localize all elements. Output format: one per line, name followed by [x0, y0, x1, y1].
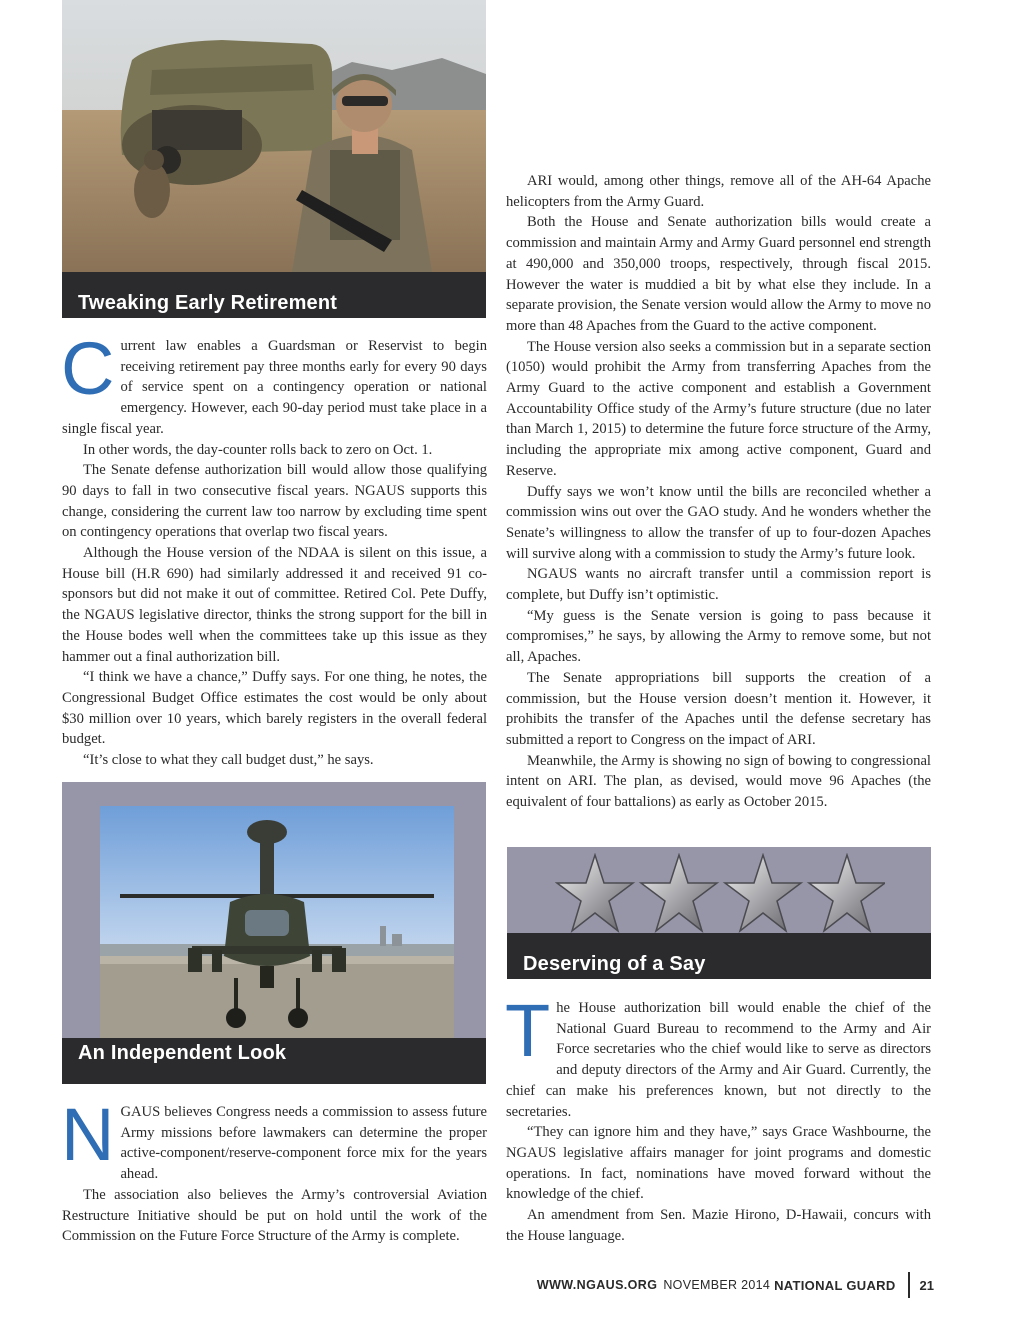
continued-paragraph: Duffy says we won’t know until the bills are reconciled whether a commission wins out over the GAO study. And he wonders whether the Senate’s willingness to allow the transfer of up to four-dozen Apaches will survive along with a commission to study the Army’s future look.	[506, 483, 931, 562]
independent-heading-text: An Independent Look	[78, 1042, 287, 1064]
star-icon	[557, 855, 633, 931]
apache-helicopter-photo	[100, 806, 454, 1038]
continued-paragraph: “My guess is the Senate version is going to pass because it compromises,” he says, by allowing the Army to remove some, but not all, Apaches.	[506, 607, 931, 666]
independent-paragraph: The association also believes the Army’s controversial Aviation Restructure Initiative should be put on hold until the work of the Commission on the Future Force Structure of the Army is complete.	[62, 1186, 487, 1245]
dropcap-t: T	[505, 989, 551, 1072]
tweaking-body	[61, 327, 487, 771]
continued-paragraph: The House version also seeks a commission but in a separate section (1050) would prohibit the Army from transferring Apaches from the Army Guard to the active component and establish a Government Accountability Office study of the Army’s future structure (due no later than March 1, 2015) to determine the future force structure of the Army, including the appropriate mix among active component, Guard and Reserve.	[506, 338, 931, 479]
star-icon	[641, 855, 717, 931]
tweaking-paragraph: “I think we have a chance,” Duffy says. For one thing, he notes, the Congressional Budget Office estimates the cost would be only about $30 million over 10 years, which barely registers in the overall federal budget.	[62, 669, 487, 748]
section-heading-deserving	[507, 933, 931, 979]
star-icon	[809, 855, 885, 931]
section-heading-independent	[62, 1038, 486, 1084]
independent-paragraph: NGAUS believes Congress needs a commission to assess future Army missions before lawmakers can determine the proper active-component/reserve-component force mix for the years ahead.	[61, 1093, 487, 1183]
tweaking-panel	[62, 0, 486, 318]
star-icon	[725, 855, 801, 931]
continued-paragraph: The Senate appropriations bill supports the creation of a commission, but the House version doesn’t mention it. However, it prohibits the transfer of the Apaches until the defense secretary has submitted a report to Congress on the impact of ARI.	[506, 669, 931, 748]
dropcap-c: C	[61, 327, 115, 410]
deserving-panel	[507, 847, 931, 979]
deserving-body	[505, 989, 931, 1246]
section-heading-tweaking	[62, 272, 486, 318]
deserving-heading-text: Deserving of a Say	[523, 953, 706, 975]
independent-panel	[62, 782, 486, 1084]
dropcap-n: N	[61, 1093, 115, 1176]
tweaking-paragraph: “It’s close to what they call budget dust,” he says.	[83, 752, 374, 769]
independent-body	[61, 1093, 487, 1247]
deserving-paragraph: The House authorization bill would enable the chief of the National Guard Bureau to recommend to the Army and Air Force secretaries who the chief would like to serve as directors and deputy directors of the Army and Air Guard. Currently, the chief can make his preferences known, but not directly to the secretaries.	[505, 989, 931, 1120]
footer-issue: NOVEMBER 2014	[663, 1278, 771, 1292]
continued-body	[506, 171, 931, 813]
tweaking-paragraph: Current law enables a Guardsman or Reservist to begin receiving retirement pay three months early for every 90 days of service spent on a contingency operation or national emergency. However, each 90-day period must take place in a single fiscal year.	[61, 327, 487, 437]
continued-paragraph: Meanwhile, the Army is showing no sign of bowing to congressional intent on ARI. The plan, as devised, would move 96 Apaches (the equivalent of four battalions) as early as October 2015.	[506, 752, 931, 811]
page-footer	[537, 1276, 934, 1294]
footer-url: WWW.NGAUS.ORG	[536, 1278, 658, 1292]
tweaking-paragraph: Although the House version of the NDAA is silent on this issue, a House bill (H.R 690) had similarly addressed it and received 91 co-sponsors but did not make it out of committee. Retired Col. Pete Duffy, the NGAUS legislative director, thinks the strong support for the bill in the House bodes well when the committees take up this issue as they hammer out a final authorization bill.	[62, 545, 487, 665]
continued-paragraph: ARI would, among other things, remove all of the AH-64 Apache helicopters from the Army Guard.	[506, 173, 931, 210]
footer-divider	[908, 1272, 910, 1298]
deserving-paragraph: “They can ignore him and they have,” says Grace Washbourne, the NGAUS legislative affairs manager for joint programs and domestic operations. In fact, nominations have moved forward without the knowledge of the chief.	[506, 1124, 931, 1203]
deserving-paragraph: An amendment from Sen. Mazie Hirono, D-Hawaii, concurs with the House language.	[506, 1207, 931, 1244]
tweaking-paragraph: The Senate defense authorization bill would allow those qualifying 90 days to fall in two consecutive fiscal years. NGAUS supports this change, considering the current law too narrow by excluding time spent on contingency operations that overlap two fiscal years.	[62, 462, 487, 541]
tweaking-heading-text: Tweaking Early Retirement	[78, 292, 338, 314]
continued-paragraph: Both the House and Senate authorization bills would create a commission and maintain Army and Army Guard personnel end strength at 490,000 and 350,000 troops, respectively, through fiscal 2015. However the water is muddied a bit by what else they include. In a separate provision, the Senate version would allow the Army to move no more than 48 Apaches from the Guard to the active component.	[506, 214, 931, 334]
footer-magazine: NATIONAL GUARD	[774, 1277, 896, 1293]
continued-paragraph: NGAUS wants no aircraft transfer until a commission report is complete, but Duffy isn’t optimistic.	[506, 566, 931, 604]
four-star-insignia	[555, 853, 885, 937]
page-number: 21	[919, 1277, 934, 1293]
tweaking-paragraph: In other words, the day-counter rolls back to zero on Oct. 1.	[83, 441, 433, 458]
soldier-photo	[62, 0, 486, 272]
